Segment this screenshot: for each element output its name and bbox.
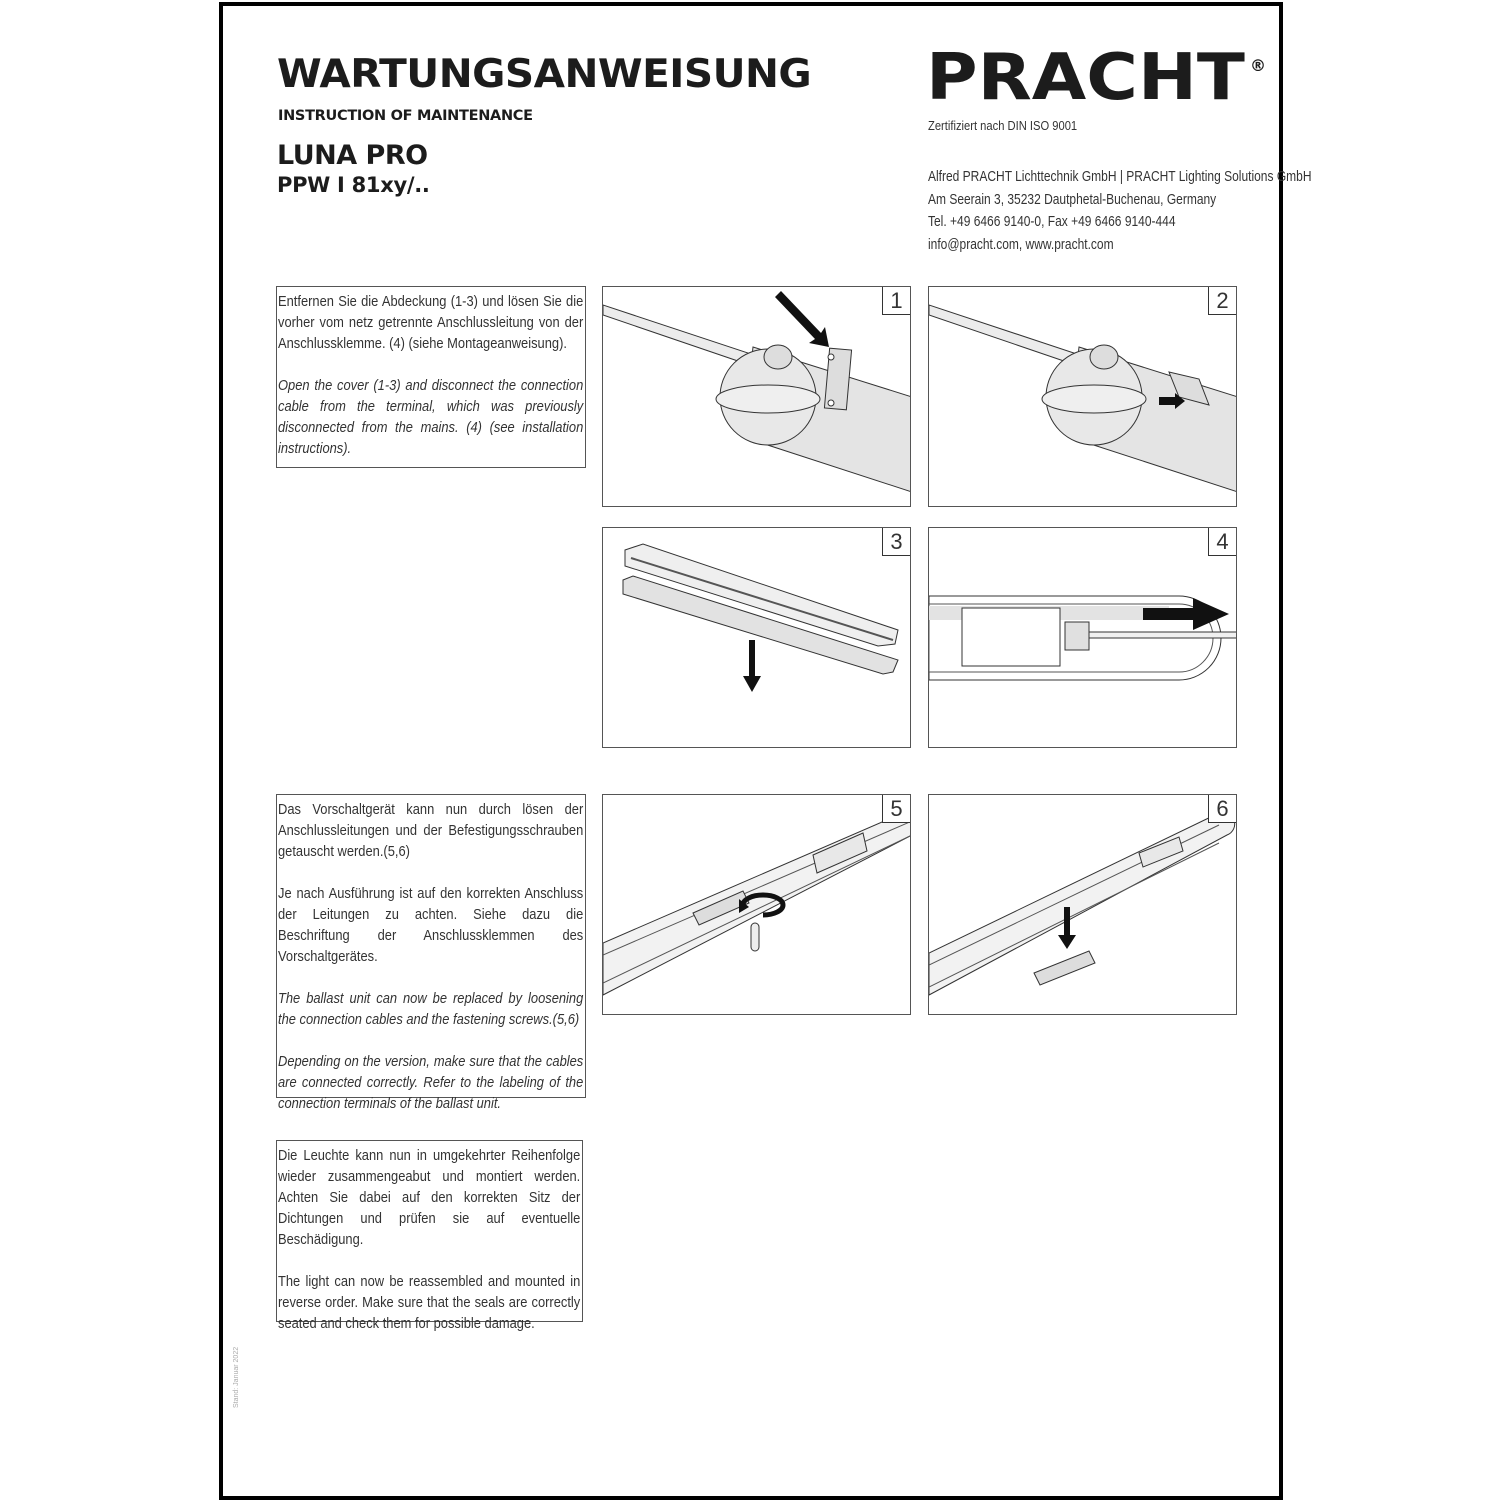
ballast-screw-illustration [603, 795, 911, 1015]
address-line: Am Seerain 3, 35232 Dautphetal-Buchenau, Germany [928, 190, 1217, 208]
product-code: PPW I 81xy/.. [277, 173, 430, 197]
address-line: Alfred PRACHT Lichttechnik GmbH | PRACHT Lighting Solutions GmbH [928, 168, 1312, 185]
figure-number: 3 [882, 528, 910, 556]
instruction-en: Open the cover (1-3) and disconnect the connection cable from the terminal, which was previously disconnected from the mains. (4) (see installation instructions). [278, 377, 584, 457]
address-line: Tel. +49 6466 9140-0, Fax +49 6466 9140-444 [928, 213, 1176, 230]
instruction-en: The light can now be reassembled and mounted in reverse order. Make sure that the seals are correctly seated and check them for possible damage. [278, 1273, 581, 1332]
figure-4 [928, 527, 1237, 748]
figure-5 [602, 794, 911, 1015]
instruction-de-2: Je nach Ausführung ist auf den korrekten Anschluss der Leitungen zu achten. Siehe dazu die Beschriftung der Anschlussklemmen des Vorschaltgerätes. [278, 885, 584, 965]
figure-number: 2 [1208, 287, 1236, 315]
figure-number: 6 [1208, 795, 1236, 823]
instruction-box-2 [276, 794, 586, 1112]
document-subtitle: INSTRUCTION OF MAINTENANCE [278, 108, 533, 124]
figure-number: 1 [882, 287, 910, 315]
document-title: WARTUNGSANWEISUNG [277, 52, 812, 97]
instruction-en: The ballast unit can now be replaced by loosening the connection cables and the fastening screws.(5,6) [278, 990, 584, 1028]
figure-3 [602, 527, 911, 748]
terminal-disconnect-illustration [929, 528, 1237, 748]
address-line: info@pracht.com, www.pracht.com [928, 235, 1114, 253]
instruction-de: Entfernen Sie die Abdeckung (1-3) und lösen Sie die vorher vom netz getrennte Anschlussleitung von der Anschlussklemme. (4) (siehe Montageanweisung). [278, 293, 584, 352]
company-address [928, 166, 1311, 256]
figure-6 [928, 794, 1237, 1015]
arrow-down-icon [743, 640, 761, 692]
luminaire-endcap-illustration [603, 287, 911, 507]
figure-number: 5 [882, 795, 910, 823]
figure-number: 4 [1208, 528, 1236, 556]
instruction-en-2: Depending on the version, make sure that the cables are connected correctly. Refer to the labeling of the connection terminals of the ballast unit. [278, 1053, 584, 1112]
certification-text: Zertifiziert nach DIN ISO 9001 [928, 118, 1078, 133]
product-name: LUNA PRO [277, 140, 428, 171]
cover-removal-illustration [603, 528, 911, 748]
instruction-de: Das Vorschaltgerät kann nun durch lösen der Anschlussleitungen und der Befestigungsschrauben getauscht werden.(5,6) [278, 801, 584, 860]
registered-mark: ® [1250, 56, 1266, 75]
arrow-icon [775, 291, 829, 347]
figure-2 [928, 286, 1237, 507]
instruction-de: Die Leuchte kann nun in umgekehrter Reihenfolge wieder zusammengeabut und montiert werden. Achten Sie dabei auf den korrekten Sitz der Dichtungen und prüfen sie auf eventuelle Beschädigung. [278, 1147, 581, 1248]
brand-logo: PRACHT [926, 41, 1245, 115]
document-page [219, 2, 1312, 1500]
figure-1 [602, 286, 911, 507]
ballast-removal-illustration [929, 795, 1237, 1015]
revision-date: Stand: Januar 2022 [233, 1346, 240, 1408]
instruction-box-1 [276, 286, 586, 468]
luminaire-clip-illustration [929, 287, 1237, 507]
instruction-box-3 [276, 1140, 583, 1332]
